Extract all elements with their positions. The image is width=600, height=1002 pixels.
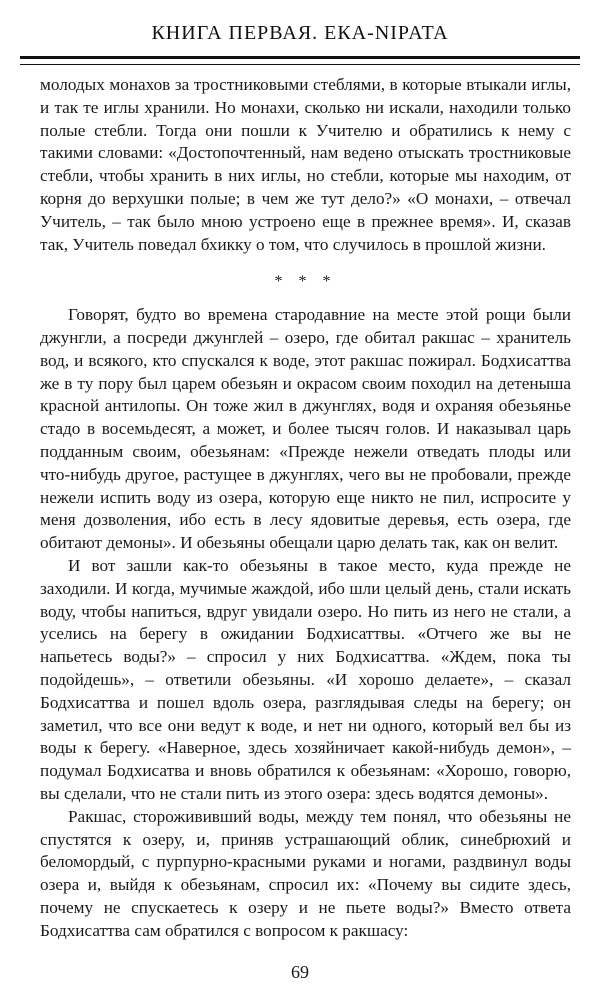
section-separator: * * *	[274, 273, 337, 291]
header-rule-thick	[20, 56, 580, 59]
paragraph: Ракшас, сторожививший воды, между тем понял, что обезьяны не спустятся к озеру, и, приняв устрашающий облик, синебрюхий и беломордый, с пурпурно-красными руками и ногами, раздвинул воды озера и, выйдя к обезьянам, спросил их: «Почему вы сидите здесь, почему не спускаетесь к озеру и не пьете воды?» Вместо ответа Бодхисаттва сам обратился с вопросом к ракшасу:	[40, 806, 571, 940]
page-number: 69	[291, 962, 309, 982]
running-header: КНИГА ПЕРВАЯ. ЕКА-NIPATA	[151, 22, 449, 44]
paragraph: И вот зашли как-то обезьяны в такое место, куда прежде не заходили. И когда, мучимые жаждой, ибо шли целый день, стали искать воду, чтобы напиться, вдруг увидали озеро. Но пить из него не стали, а уселись на берегу в ожидании Бодхисаттвы. «Отчего же вы не напьетесь воды?» – спросил у них Бодхисаттва. «Ждем, пока ты подойдешь», – ответили обезьяны. «И хорошо делаете», – сказал Бодхисаттва и пошел вдоль озера, разглядывая следы на берегу; он заметил, что все они ведут к воде, и нет ни одного, который вел бы из воды к берегу. «Наверное, здесь хозяйничает какой-нибудь демон», – подумал Бодхисатва и вновь обратился к обезьянам: «Хорошо, говорю, вы сделали, что не стали пить из этого озера: здесь водятся демоны».	[40, 555, 571, 803]
paragraph-continued: молодых монахов за тростниковыми стеблями, в которые втыкали иглы, и так те иглы хранили. Но монахи, сколько ни искали, находили только полые стебли. Тогда они пошли к Учителю и обратились к нему с такими словами: «Достопочтенный, нам ведено отыскать тростниковые стебли, чтобы хранить в них иглы, но стебли, которые мы находим, от корня до верхушки полые; в чем же тут дело?» «О монахи, – отвечал Учитель, – так было мною устроено еще в прежнее время». И, сказав так, Учитель поведал бхикку о том, что случилось в прошлой жизни.	[40, 75, 571, 254]
page-body	[40, 74, 571, 942]
header-rule-thin	[20, 64, 580, 65]
paragraph: Говорят, будто во времена стародавние на месте этой рощи были джунгли, а посреди джунглей – озеро, где обитал ракшас – хранитель вод, и всякого, кто спускался к воде, этот ракшас пожирал. Бодхисаттва же в ту пору был царем обезьян и окрасом своим походил на детеныша красной антилопы. Он тоже жил в джунглях, водя и охраняя обезьянье стадо в восемьдесят, а может, и более тысяч голов. И наказывал царь подданным своим, обезьянам: «Прежде нежели отведать плоды или что-нибудь другое, растущее в джунглях, чего вы не пробовали, прежде нежели испить воду из озера, которую еще никто не пил, испросите у меня дозволения, ибо есть в лесу ядовитые деревья, есть озера, где обитают демоны». И обезьяны обещали царю делать так, как он велит.	[40, 305, 571, 553]
